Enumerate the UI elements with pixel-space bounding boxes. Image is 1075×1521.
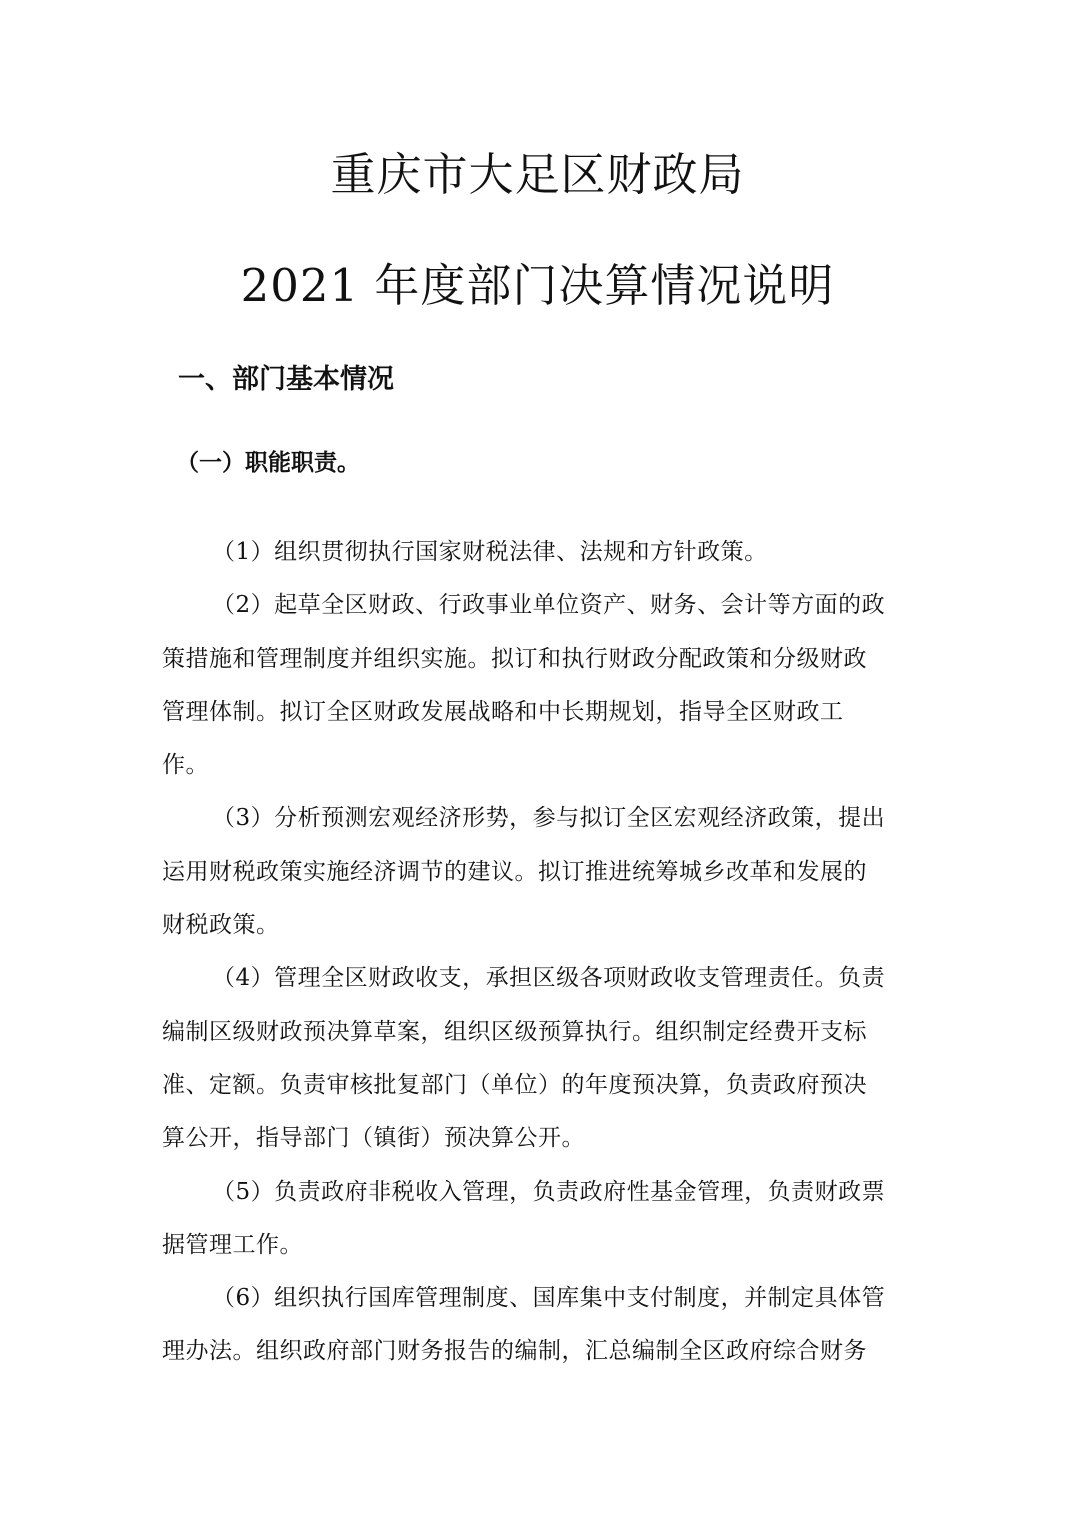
- paragraph-line: （2）起草全区财政、行政事业单位资产、财务、会计等方面的政: [212, 592, 886, 619]
- paragraph-line: 编制区级财政预决算草案，组织区级预算执行。组织制定经费开支标: [162, 1018, 867, 1045]
- paragraph-line: （1）组织贯彻执行国家财税法律、法规和方针政策。: [212, 539, 768, 565]
- paragraph-duty-4: [162, 952, 912, 1165]
- paragraph-line: （5）负责政府非税收入管理，负责政府性基金管理，负责财政票: [212, 1178, 886, 1205]
- paragraph-line: 算公开，指导部门（镇街）预决算公开。: [162, 1125, 585, 1152]
- document-title-line-2: 2021 年度部门决算情况说明: [240, 259, 835, 312]
- paragraph-duty-2: [162, 579, 912, 792]
- document-title-line-1: 重庆市大足区财政局: [330, 148, 745, 201]
- paragraph-duty-6: [162, 1272, 912, 1379]
- paragraph-line: （6）组织执行国库管理制度、国库集中支付制度，并制定具体管: [212, 1285, 886, 1312]
- paragraph-line: 据管理工作。: [162, 1231, 303, 1258]
- paragraph-duty-5: [162, 1166, 912, 1273]
- paragraph-line: 财税政策。: [162, 912, 280, 939]
- paragraph-line: 策措施和管理制度并组织实施。拟订和执行财政分配政策和分级财政: [162, 645, 867, 672]
- paragraph-duty-3: [162, 792, 912, 952]
- section-heading-dept-basic-info: 一、部门基本情况: [178, 364, 394, 395]
- paragraph-line: （3）分析预测宏观经济形势，参与拟订全区宏观经济政策，提出: [212, 805, 886, 832]
- paragraph-line: （4）管理全区财政收支，承担区级各项财政收支管理责任。负责: [212, 965, 886, 992]
- document-body: [162, 526, 912, 1379]
- paragraph-line: 管理体制。拟订全区财政发展战略和中长期规划，指导全区财政工: [162, 698, 844, 725]
- paragraph-line: 运用财税政策实施经济调节的建议。拟订推进统筹城乡改革和发展的: [162, 858, 867, 885]
- paragraph-duty-1: [162, 526, 912, 579]
- paragraph-line: 理办法。组织政府部门财务报告的编制，汇总编制全区政府综合财务: [162, 1338, 867, 1365]
- paragraph-line: 准、定额。负责审核批复部门（单位）的年度预决算，负责政府预决: [162, 1071, 867, 1098]
- paragraph-line: 作。: [162, 752, 209, 779]
- subsection-heading-functions: （一）职能职责。: [176, 449, 360, 476]
